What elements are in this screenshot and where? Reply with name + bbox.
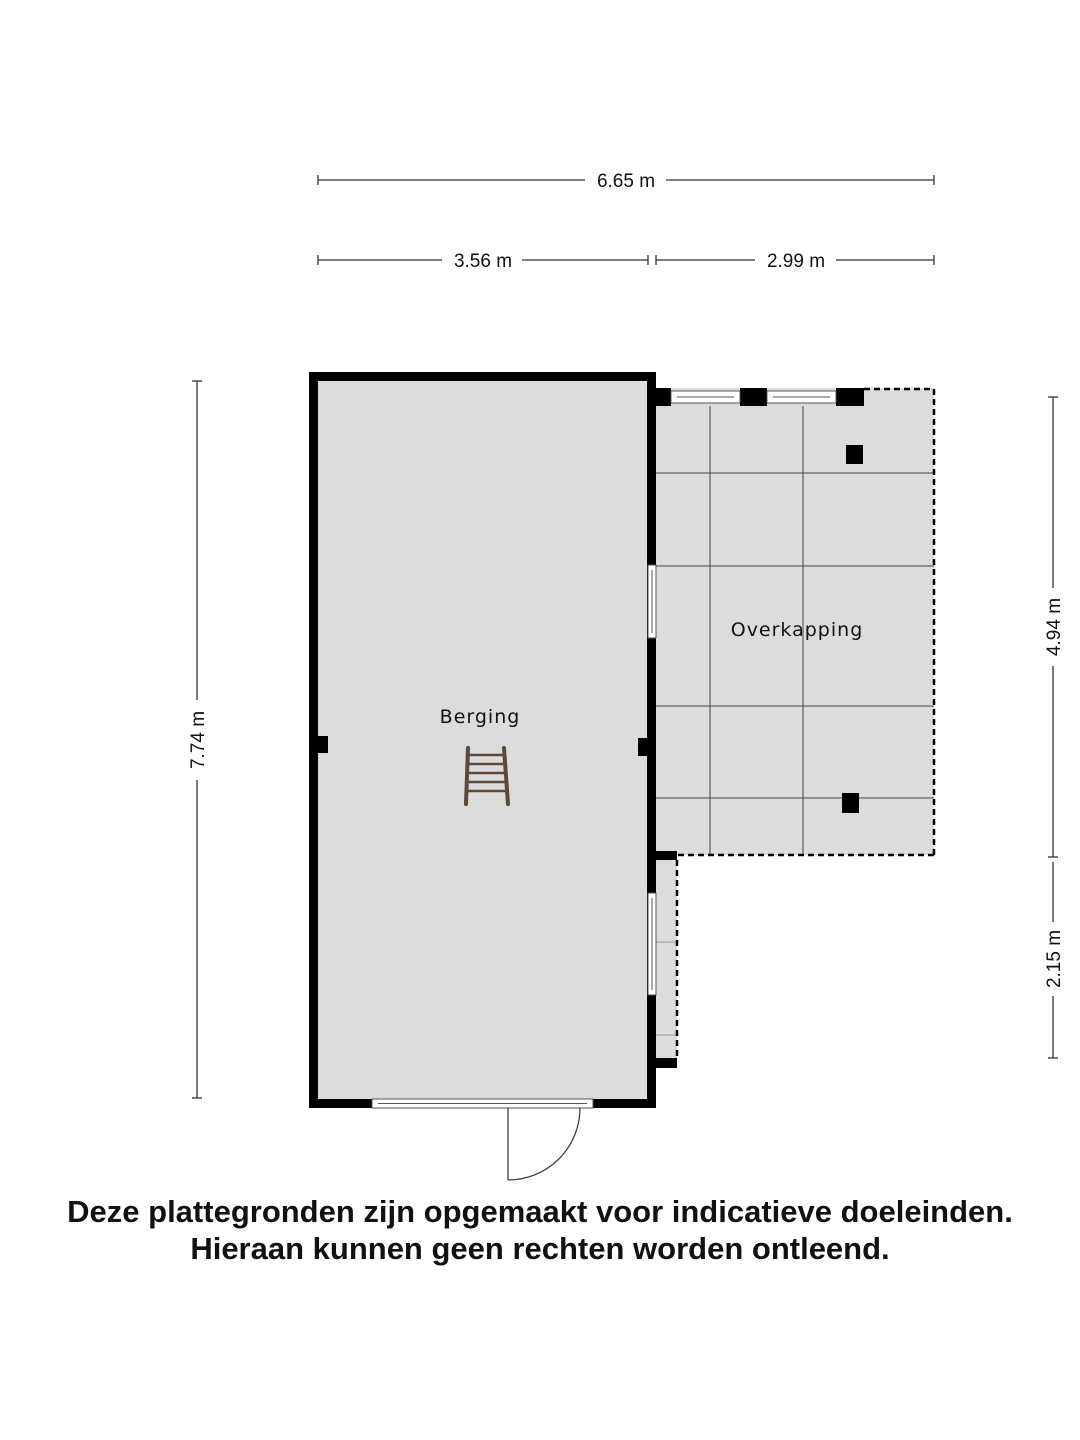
post xyxy=(842,793,859,813)
window-bottom xyxy=(372,1099,593,1108)
dim-total-width: 6.65 m xyxy=(596,171,656,192)
overkapping-area xyxy=(656,388,934,1068)
dim-strip-depth: 2.15 m xyxy=(1044,929,1065,989)
dim-overkapping-width: 2.99 m xyxy=(766,251,826,272)
berging-room xyxy=(314,377,657,1181)
disclaimer-line-1: Deze plattegronden zijn opgemaakt voor indicatieve doeleinden. xyxy=(67,1194,1013,1229)
door xyxy=(508,1108,580,1180)
dim-berging-width: 3.56 m xyxy=(453,251,513,272)
post xyxy=(846,445,863,464)
room-label-berging: Berging xyxy=(439,706,521,728)
dim-total-depth: 7.74 m xyxy=(188,710,209,770)
dim-overkapping-depth: 4.94 m xyxy=(1044,597,1065,657)
room-label-overkapping: Overkapping xyxy=(730,619,864,641)
disclaimer-line-2: Hieraan kunnen geen rechten worden ontleend. xyxy=(190,1231,890,1266)
